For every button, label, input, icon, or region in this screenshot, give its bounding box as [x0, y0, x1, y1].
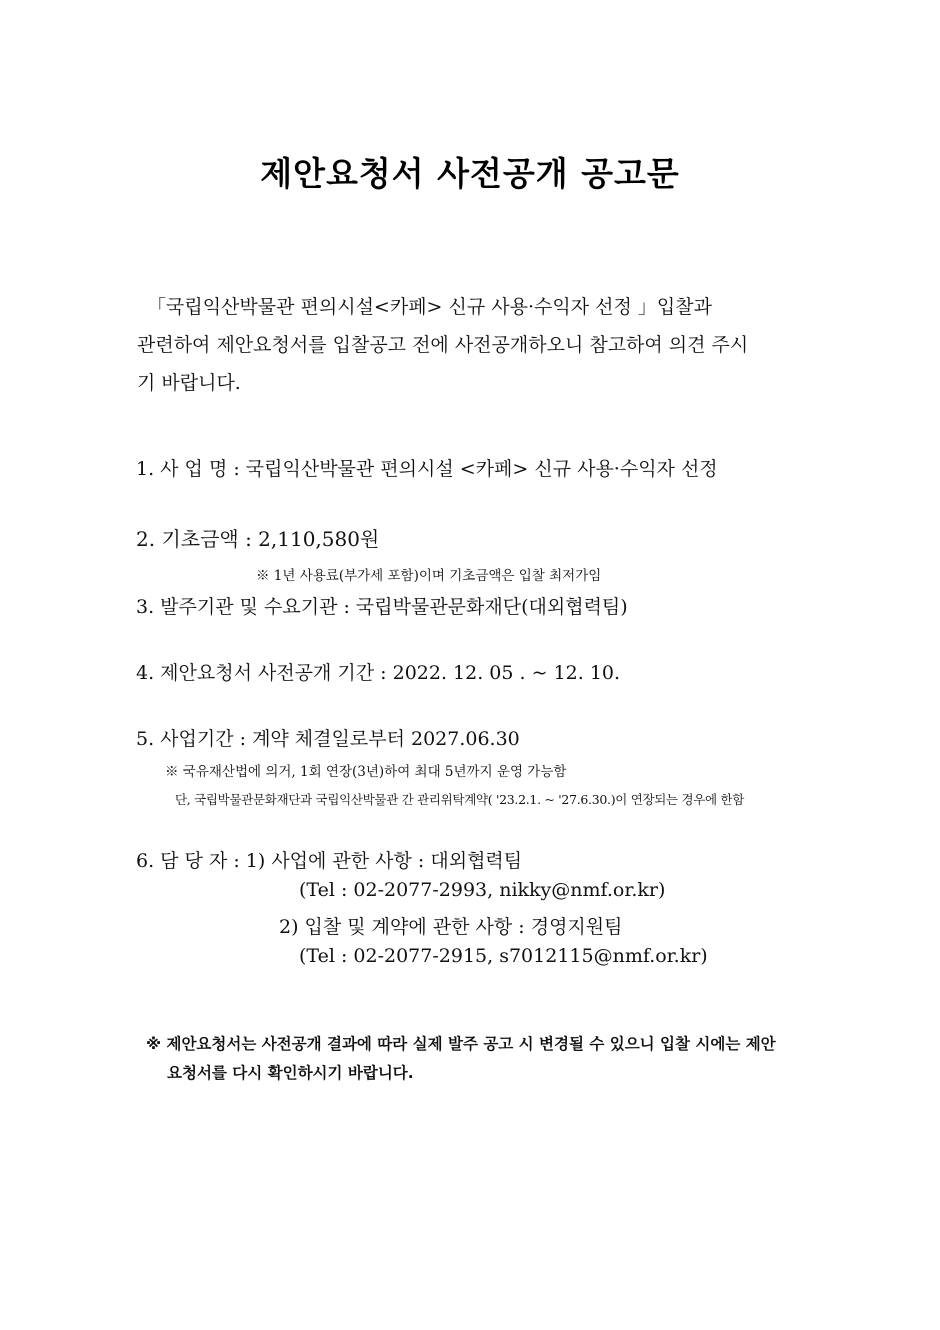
contact-tel-2: (Tel : 02-2077-2915, s7012115@nmf.or.kr)	[299, 945, 708, 967]
footer-note-line-1: ※ 제안요청서는 사전공개 결과에 따라 실제 발주 공고 시 변경될 수 있으니 입찰 시에는 제안	[146, 1035, 776, 1053]
item-disclosure-period: 4. 제안요청서 사전공개 기간 : 2022. 12. 05 . ~ 12. 10.	[136, 662, 621, 684]
intro-line-1: 「국립익산박물관 편의시설<카페> 신규 사용·수익자 선정 」입찰과	[147, 296, 712, 318]
intro-line-3: 기 바랍니다.	[137, 372, 241, 394]
business-period-note-2: 단, 국립박물관문화재단과 국립익산박물관 간 관리위탁계약( '23.2.1. ~ '27.6.30.)이 연장되는 경우에 한함	[175, 792, 745, 807]
business-period-note-1: ※ 국유재산법에 의거, 1회 연장(3년)하여 최대 5년까지 운영 가능함	[165, 764, 567, 780]
contact-tel-1: (Tel : 02-2077-2993, nikky@nmf.or.kr)	[299, 879, 666, 901]
page-title: 제안요청서 사전공개 공고문	[260, 154, 680, 193]
contact-label: 6. 담 당 자 : 1) 사업에 관한 사항 : 대외협력팀	[136, 850, 523, 872]
item-base-amount: 2. 기초금액 : 2,110,580원	[136, 527, 380, 551]
intro-line-2: 관련하여 제안요청서를 입찰공고 전에 사전공개하오니 참고하여 의견 주시	[137, 334, 749, 356]
item-agency: 3. 발주기관 및 수요기관 : 국립박물관문화재단(대외협력팀)	[136, 596, 628, 618]
contact-line-2: 2) 입찰 및 계약에 관한 사항 : 경영지원팀	[279, 916, 623, 938]
base-amount-note: ※ 1년 사용료(부가세 포함)이며 기초금액은 입찰 최저가임	[256, 568, 602, 584]
footer-note-line-2: 요청서를 다시 확인하시기 바랍니다.	[167, 1064, 414, 1082]
item-business-name: 1. 사 업 명 : 국립익산박물관 편의시설 <카페> 신규 사용·수익자 선정	[136, 458, 718, 480]
item-business-period: 5. 사업기간 : 계약 체결일로부터 2027.06.30	[136, 728, 520, 750]
intro-paragraph	[137, 288, 807, 402]
